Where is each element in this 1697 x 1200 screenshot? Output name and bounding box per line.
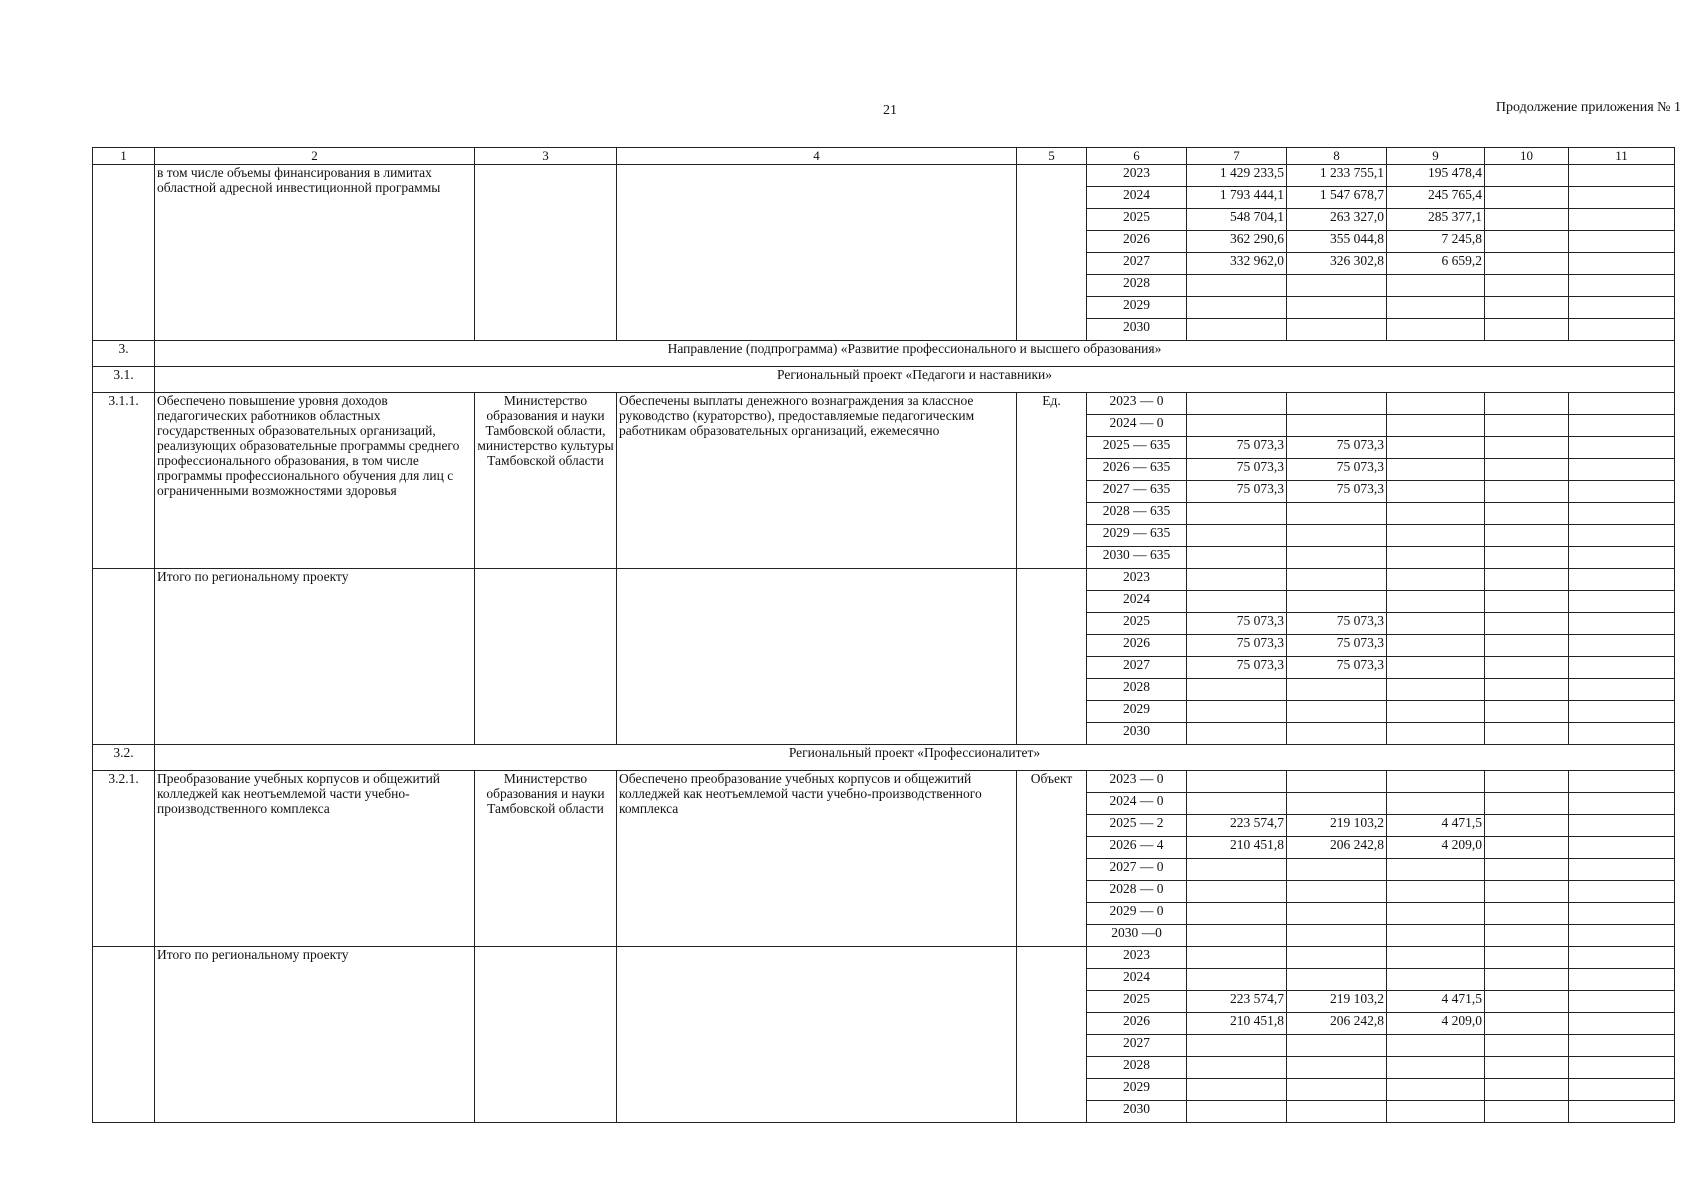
value-col10 (1485, 837, 1569, 859)
value-col10 (1485, 723, 1569, 745)
value-regional (1387, 569, 1485, 591)
value-col10 (1485, 859, 1569, 881)
year-cell: 2029 — 0 (1087, 903, 1187, 925)
value-col10 (1485, 815, 1569, 837)
value-regional: 7 245,8 (1387, 231, 1485, 253)
value-col10 (1485, 925, 1569, 947)
value-col10 (1485, 635, 1569, 657)
value-col11 (1569, 613, 1675, 635)
value-federal (1287, 1101, 1387, 1123)
value-col11 (1569, 793, 1675, 815)
value-total (1187, 503, 1287, 525)
value-total (1187, 393, 1287, 415)
value-total (1187, 771, 1287, 793)
section-row (93, 745, 1675, 771)
value-federal (1287, 859, 1387, 881)
value-regional (1387, 503, 1485, 525)
value-total: 75 073,3 (1187, 481, 1287, 503)
value-total (1187, 679, 1287, 701)
value-federal: 263 327,0 (1287, 209, 1387, 231)
value-col11 (1569, 1057, 1675, 1079)
year-cell: 2028 (1087, 679, 1187, 701)
value-total (1187, 723, 1287, 745)
year-cell: 2024 — 0 (1087, 415, 1187, 437)
value-regional (1387, 547, 1485, 569)
row-number: 3.2.1. (93, 771, 155, 947)
year-cell: 2024 (1087, 969, 1187, 991)
value-federal (1287, 903, 1387, 925)
result-description (617, 947, 1017, 1123)
value-col11 (1569, 701, 1675, 723)
value-regional (1387, 319, 1485, 341)
value-federal: 219 103,2 (1287, 991, 1387, 1013)
value-col10 (1485, 415, 1569, 437)
responsible-org (475, 947, 617, 1123)
year-cell: 2026 (1087, 231, 1187, 253)
value-regional: 195 478,4 (1387, 165, 1485, 187)
value-regional: 4 471,5 (1387, 991, 1485, 1013)
responsible-org: Министерство образования и науки Тамбовской области, министерство культуры Тамбовской области (475, 393, 617, 569)
year-cell: 2023 (1087, 165, 1187, 187)
value-col10 (1485, 209, 1569, 231)
value-col11 (1569, 547, 1675, 569)
value-regional: 245 765,4 (1387, 187, 1485, 209)
value-federal (1287, 275, 1387, 297)
value-regional (1387, 903, 1485, 925)
year-cell: 2024 (1087, 187, 1187, 209)
value-total: 1 429 233,5 (1187, 165, 1287, 187)
value-regional (1387, 679, 1485, 701)
section-number: 3.2. (93, 745, 155, 771)
value-total (1187, 297, 1287, 319)
value-total: 75 073,3 (1187, 437, 1287, 459)
item-name: Итого по региональному проекту (155, 569, 475, 745)
value-col11 (1569, 591, 1675, 613)
responsible-org: Министерство образования и науки Тамбовской области (475, 771, 617, 947)
value-col11 (1569, 209, 1675, 231)
unit (1017, 165, 1087, 341)
year-cell: 2026 — 635 (1087, 459, 1187, 481)
col-7: 7 (1187, 148, 1287, 165)
value-federal (1287, 1035, 1387, 1057)
section-number: 3. (93, 341, 155, 367)
value-federal (1287, 679, 1387, 701)
col-4: 4 (617, 148, 1017, 165)
value-col10 (1485, 253, 1569, 275)
value-col11 (1569, 569, 1675, 591)
value-total: 548 704,1 (1187, 209, 1287, 231)
value-total (1187, 319, 1287, 341)
value-regional (1387, 925, 1485, 947)
value-federal: 75 073,3 (1287, 459, 1387, 481)
value-col11 (1569, 969, 1675, 991)
result-description (617, 165, 1017, 341)
col-10: 10 (1485, 148, 1569, 165)
value-col11 (1569, 503, 1675, 525)
value-col11 (1569, 415, 1675, 437)
value-federal: 75 073,3 (1287, 657, 1387, 679)
col-1: 1 (93, 148, 155, 165)
value-total: 332 962,0 (1187, 253, 1287, 275)
value-regional (1387, 1079, 1485, 1101)
value-federal (1287, 969, 1387, 991)
unit: Объект (1017, 771, 1087, 947)
value-total (1187, 969, 1287, 991)
value-total (1187, 1035, 1287, 1057)
value-col11 (1569, 859, 1675, 881)
value-col11 (1569, 1079, 1675, 1101)
value-federal (1287, 881, 1387, 903)
value-federal: 75 073,3 (1287, 481, 1387, 503)
value-col11 (1569, 947, 1675, 969)
year-cell: 2027 (1087, 253, 1187, 275)
value-col11 (1569, 297, 1675, 319)
value-col11 (1569, 393, 1675, 415)
value-total (1187, 569, 1287, 591)
row-number: 3.1.1. (93, 393, 155, 569)
value-total (1187, 547, 1287, 569)
item-name: Итого по региональному проекту (155, 947, 475, 1123)
value-col11 (1569, 481, 1675, 503)
value-col11 (1569, 815, 1675, 837)
value-federal (1287, 297, 1387, 319)
year-cell: 2030 (1087, 723, 1187, 745)
value-federal: 326 302,8 (1287, 253, 1387, 275)
value-col11 (1569, 187, 1675, 209)
col-11: 11 (1569, 148, 1675, 165)
item-name: Обеспечено повышение уровня доходов педагогических работников областных государственных образовательных организаций, реализующих образовательные программы среднего профессионального образования, в том числе программы профессионального обучения для лиц с ограниченными возможностями здоровья (155, 393, 475, 569)
value-col10 (1485, 231, 1569, 253)
year-cell: 2030 —0 (1087, 925, 1187, 947)
value-col10 (1485, 319, 1569, 341)
value-total (1187, 881, 1287, 903)
value-col11 (1569, 925, 1675, 947)
year-cell: 2026 (1087, 635, 1187, 657)
value-col10 (1485, 481, 1569, 503)
value-federal (1287, 701, 1387, 723)
value-regional: 4 209,0 (1387, 1013, 1485, 1035)
year-cell: 2029 — 635 (1087, 525, 1187, 547)
appendix-continuation: Продолжение приложения № 1 (1495, 100, 1681, 115)
value-federal (1287, 1057, 1387, 1079)
page-number: 21 (883, 103, 897, 118)
value-total (1187, 1079, 1287, 1101)
value-regional (1387, 437, 1485, 459)
value-col10 (1485, 547, 1569, 569)
col-3: 3 (475, 148, 617, 165)
value-federal (1287, 1079, 1387, 1101)
year-cell: 2023 (1087, 947, 1187, 969)
item-name: в том числе объемы финансирования в лимитах областной адресной инвестиционной программы (155, 165, 475, 341)
value-federal: 1 547 678,7 (1287, 187, 1387, 209)
value-federal: 75 073,3 (1287, 635, 1387, 657)
value-col10 (1485, 525, 1569, 547)
year-cell: 2030 (1087, 1101, 1187, 1123)
value-total (1187, 947, 1287, 969)
value-regional (1387, 275, 1485, 297)
value-col11 (1569, 437, 1675, 459)
value-col10 (1485, 165, 1569, 187)
value-regional (1387, 613, 1485, 635)
value-col11 (1569, 679, 1675, 701)
value-regional: 285 377,1 (1387, 209, 1485, 231)
value-total: 75 073,3 (1187, 613, 1287, 635)
value-col11 (1569, 1101, 1675, 1123)
value-total: 362 290,6 (1187, 231, 1287, 253)
value-col11 (1569, 657, 1675, 679)
value-col11 (1569, 231, 1675, 253)
table-row (93, 771, 1675, 793)
column-number-row (93, 148, 1675, 165)
responsible-org (475, 165, 617, 341)
value-federal: 1 233 755,1 (1287, 165, 1387, 187)
year-cell: 2028 (1087, 275, 1187, 297)
value-col10 (1485, 459, 1569, 481)
col-5: 5 (1017, 148, 1087, 165)
value-total (1187, 793, 1287, 815)
value-total (1187, 701, 1287, 723)
year-cell: 2030 — 635 (1087, 547, 1187, 569)
value-regional (1387, 771, 1485, 793)
value-col11 (1569, 165, 1675, 187)
value-federal (1287, 771, 1387, 793)
value-total: 75 073,3 (1187, 635, 1287, 657)
value-federal (1287, 947, 1387, 969)
year-cell: 2027 — 635 (1087, 481, 1187, 503)
value-regional (1387, 393, 1485, 415)
value-regional: 6 659,2 (1387, 253, 1485, 275)
value-col10 (1485, 947, 1569, 969)
value-col10 (1485, 969, 1569, 991)
value-col10 (1485, 1101, 1569, 1123)
value-col10 (1485, 297, 1569, 319)
value-regional (1387, 947, 1485, 969)
value-federal (1287, 793, 1387, 815)
value-col10 (1485, 1057, 1569, 1079)
value-regional (1387, 859, 1485, 881)
value-regional (1387, 459, 1485, 481)
result-description: Обеспечено преобразование учебных корпусов и общежитий колледжей как неотъемлемой части учебно-производственного комплекса (617, 771, 1017, 947)
year-cell: 2023 (1087, 569, 1187, 591)
value-col10 (1485, 591, 1569, 613)
value-col10 (1485, 569, 1569, 591)
year-cell: 2025 (1087, 613, 1187, 635)
value-total: 210 451,8 (1187, 1013, 1287, 1035)
year-cell: 2029 (1087, 701, 1187, 723)
value-col11 (1569, 837, 1675, 859)
value-federal (1287, 925, 1387, 947)
value-col10 (1485, 1079, 1569, 1101)
section-row (93, 341, 1675, 367)
value-col11 (1569, 991, 1675, 1013)
value-col11 (1569, 275, 1675, 297)
value-total (1187, 1101, 1287, 1123)
row-number (93, 569, 155, 745)
value-regional (1387, 793, 1485, 815)
value-regional (1387, 723, 1485, 745)
col-2: 2 (155, 148, 475, 165)
value-col10 (1485, 393, 1569, 415)
year-cell: 2029 (1087, 1079, 1187, 1101)
section-row (93, 367, 1675, 393)
item-name: Преобразование учебных корпусов и общежитий колледжей как неотъемлемой части учебно-производственного комплекса (155, 771, 475, 947)
value-col10 (1485, 679, 1569, 701)
value-federal (1287, 723, 1387, 745)
value-col11 (1569, 525, 1675, 547)
value-col10 (1485, 793, 1569, 815)
value-regional (1387, 1057, 1485, 1079)
year-cell: 2024 — 0 (1087, 793, 1187, 815)
value-regional (1387, 297, 1485, 319)
year-cell: 2025 — 2 (1087, 815, 1187, 837)
value-regional (1387, 701, 1485, 723)
value-total: 75 073,3 (1187, 657, 1287, 679)
value-col11 (1569, 319, 1675, 341)
section-number: 3.1. (93, 367, 155, 393)
row-number (93, 947, 155, 1123)
year-cell: 2027 (1087, 657, 1187, 679)
year-cell: 2028 (1087, 1057, 1187, 1079)
result-description (617, 569, 1017, 745)
section-title: Региональный проект «Профессионалитет» (155, 745, 1675, 771)
value-col11 (1569, 635, 1675, 657)
year-cell: 2025 (1087, 991, 1187, 1013)
value-col11 (1569, 459, 1675, 481)
table-row (93, 393, 1675, 415)
value-col10 (1485, 275, 1569, 297)
value-federal (1287, 525, 1387, 547)
value-col10 (1485, 437, 1569, 459)
value-federal: 206 242,8 (1287, 1013, 1387, 1035)
value-col10 (1485, 903, 1569, 925)
value-total (1187, 275, 1287, 297)
year-cell: 2029 (1087, 297, 1187, 319)
value-total: 223 574,7 (1187, 815, 1287, 837)
value-regional (1387, 525, 1485, 547)
value-col10 (1485, 1013, 1569, 1035)
value-regional (1387, 415, 1485, 437)
table-row (93, 165, 1675, 187)
value-total (1187, 591, 1287, 613)
value-federal (1287, 415, 1387, 437)
col-8: 8 (1287, 148, 1387, 165)
year-cell: 2027 (1087, 1035, 1187, 1057)
value-col11 (1569, 723, 1675, 745)
year-cell: 2028 — 635 (1087, 503, 1187, 525)
year-cell: 2025 (1087, 209, 1187, 231)
section-title: Направление (подпрограмма) «Развитие профессионального и высшего образования» (155, 341, 1675, 367)
value-col10 (1485, 881, 1569, 903)
value-regional: 4 209,0 (1387, 837, 1485, 859)
year-cell: 2030 (1087, 319, 1187, 341)
value-col11 (1569, 1035, 1675, 1057)
value-col10 (1485, 1035, 1569, 1057)
value-total (1187, 859, 1287, 881)
value-federal (1287, 591, 1387, 613)
value-col11 (1569, 881, 1675, 903)
value-col11 (1569, 903, 1675, 925)
row-number (93, 165, 155, 341)
value-federal (1287, 547, 1387, 569)
value-total (1187, 925, 1287, 947)
value-col10 (1485, 187, 1569, 209)
value-federal: 206 242,8 (1287, 837, 1387, 859)
year-cell: 2025 — 635 (1087, 437, 1187, 459)
value-total: 210 451,8 (1187, 837, 1287, 859)
value-total (1187, 1057, 1287, 1079)
value-col10 (1485, 657, 1569, 679)
value-federal (1287, 503, 1387, 525)
value-federal: 219 103,2 (1287, 815, 1387, 837)
value-regional: 4 471,5 (1387, 815, 1485, 837)
value-regional (1387, 657, 1485, 679)
value-total (1187, 415, 1287, 437)
value-col11 (1569, 253, 1675, 275)
value-col10 (1485, 503, 1569, 525)
year-cell: 2024 (1087, 591, 1187, 613)
value-federal: 75 073,3 (1287, 437, 1387, 459)
value-federal (1287, 393, 1387, 415)
value-total: 75 073,3 (1187, 459, 1287, 481)
value-federal: 75 073,3 (1287, 613, 1387, 635)
section-title: Региональный проект «Педагоги и наставники» (155, 367, 1675, 393)
unit (1017, 569, 1087, 745)
value-total (1187, 903, 1287, 925)
table-row (93, 947, 1675, 969)
value-total (1187, 525, 1287, 547)
value-col10 (1485, 991, 1569, 1013)
year-cell: 2028 — 0 (1087, 881, 1187, 903)
responsible-org (475, 569, 617, 745)
value-col11 (1569, 1013, 1675, 1035)
result-description: Обеспечены выплаты денежного вознаграждения за классное руководство (кураторство), предоставляемые педагогическим работникам образовательных организаций, ежемесячно (617, 393, 1017, 569)
value-regional (1387, 635, 1485, 657)
value-col10 (1485, 771, 1569, 793)
value-regional (1387, 881, 1485, 903)
value-federal: 355 044,8 (1287, 231, 1387, 253)
table-row (93, 569, 1675, 591)
value-regional (1387, 1035, 1485, 1057)
year-cell: 2027 — 0 (1087, 859, 1187, 881)
value-regional (1387, 969, 1485, 991)
unit (1017, 947, 1087, 1123)
value-regional (1387, 481, 1485, 503)
year-cell: 2026 (1087, 1013, 1187, 1035)
col-9: 9 (1387, 148, 1485, 165)
financing-table (92, 147, 1675, 1123)
value-regional (1387, 1101, 1485, 1123)
value-col11 (1569, 771, 1675, 793)
unit: Ед. (1017, 393, 1087, 569)
year-cell: 2026 — 4 (1087, 837, 1187, 859)
year-cell: 2023 — 0 (1087, 771, 1187, 793)
value-federal (1287, 569, 1387, 591)
value-regional (1387, 591, 1485, 613)
value-federal (1287, 319, 1387, 341)
value-col10 (1485, 613, 1569, 635)
col-6: 6 (1087, 148, 1187, 165)
value-total: 1 793 444,1 (1187, 187, 1287, 209)
value-col10 (1485, 701, 1569, 723)
value-total: 223 574,7 (1187, 991, 1287, 1013)
year-cell: 2023 — 0 (1087, 393, 1187, 415)
